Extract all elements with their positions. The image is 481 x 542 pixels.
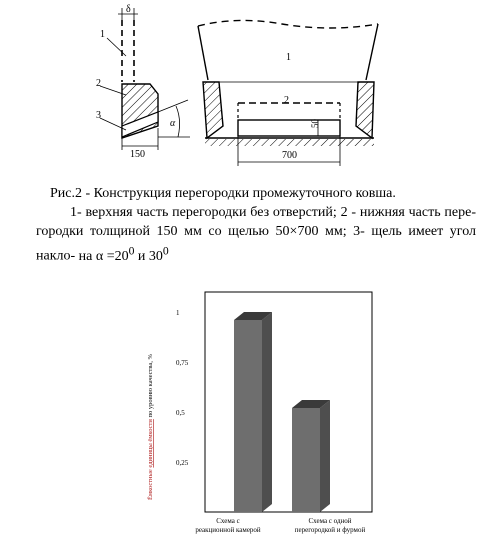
- caption-sup-2: 0: [162, 244, 169, 257]
- bar-front: [234, 320, 262, 512]
- x-category-label: Схема с одной: [308, 517, 352, 525]
- label-dim-150: 150: [130, 149, 145, 160]
- bar-front: [292, 408, 320, 512]
- y-tick-label: 0,75: [176, 359, 189, 367]
- y-tick-label: 0,25: [176, 459, 189, 467]
- label-2-right: 2: [284, 95, 289, 106]
- caption-line-3-pre: на α =20: [78, 248, 129, 264]
- bar-side: [320, 400, 330, 512]
- x-category-label: Схема с: [216, 517, 240, 525]
- caption-line-2: городки толщиной 150 мм со щелью 50×700 мм; 3- щель имеет угол накло-: [36, 224, 476, 264]
- chart-layer: [147, 292, 372, 534]
- x-category-label: реакционной камерой: [195, 526, 261, 534]
- label-1-right: 1: [286, 52, 291, 63]
- caption-sup-1: 0: [128, 244, 135, 257]
- label-3-left: 3: [96, 110, 101, 121]
- plot-frame: [205, 292, 372, 512]
- y-tick-label: 0,5: [176, 409, 185, 417]
- x-category-label: перегородкой и фурмой: [294, 526, 366, 534]
- caption-line-3-mid: и 30: [134, 248, 163, 264]
- label-delta: δ: [126, 4, 131, 15]
- bar-side: [262, 312, 272, 512]
- label-alpha: α: [170, 118, 176, 129]
- label-2-left: 2: [96, 78, 101, 89]
- label-1-left: 1: [100, 29, 105, 40]
- label-dim-700: 700: [282, 150, 297, 161]
- y-axis-label: Ёмкостные единицы ёмкости по уровню качества, %: [147, 354, 154, 500]
- caption-title: Рис.2 - Конструкция перегородки промежуточного ковша.: [50, 186, 396, 201]
- caption-line-1: 1- верхняя часть перегородки без отверстий; 2 - нижняя часть пере-: [70, 205, 476, 220]
- y-tick-label: 1: [176, 309, 180, 317]
- label-dim-50: 50: [310, 119, 320, 128]
